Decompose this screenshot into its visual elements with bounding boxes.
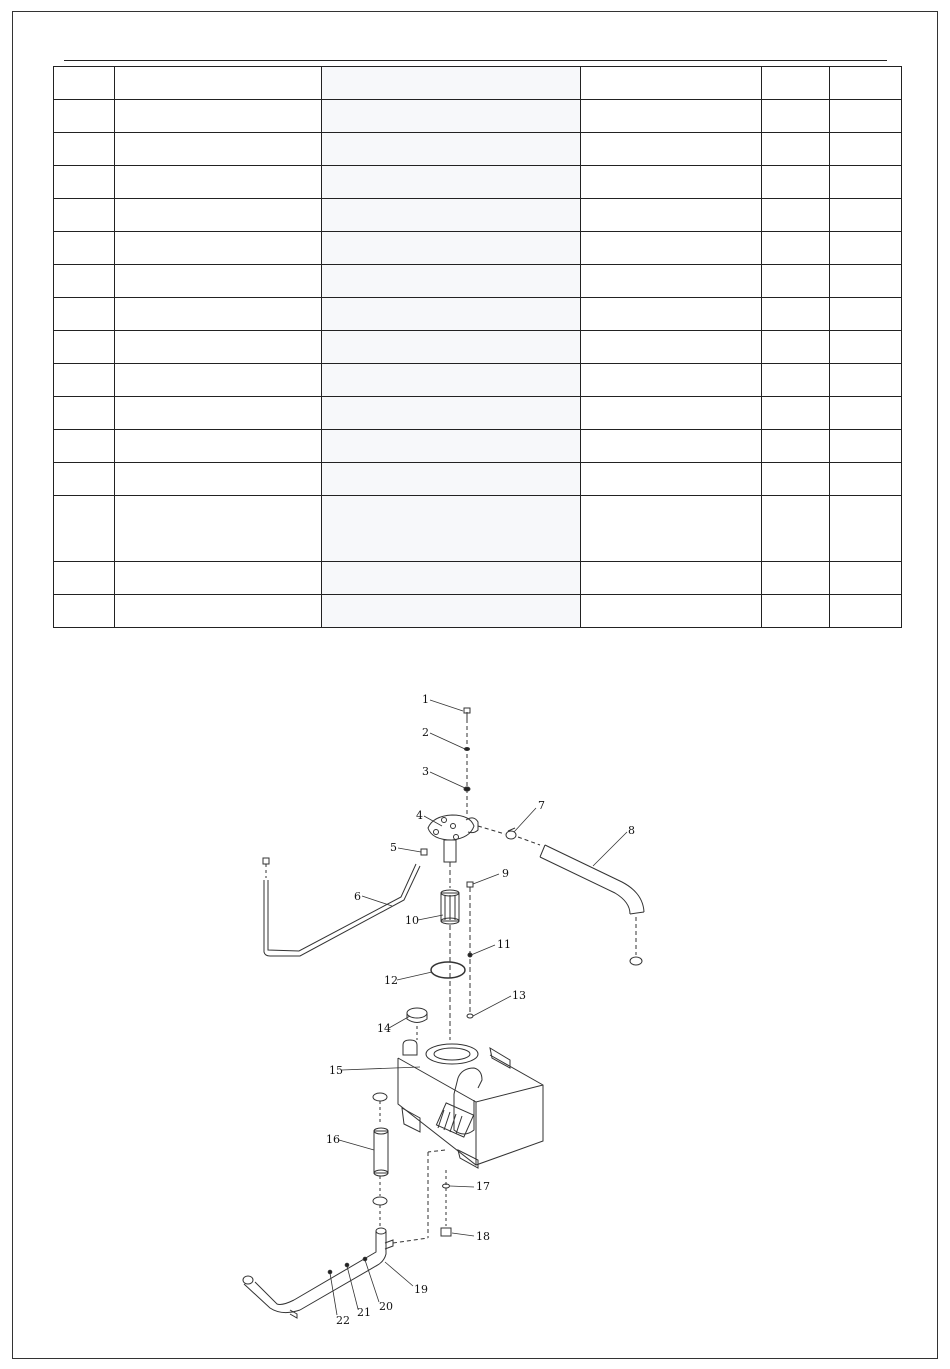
callout-6: 6 [354, 890, 361, 903]
part-bolt-9 [467, 882, 473, 1012]
callout-2: 2 [422, 726, 429, 739]
part-filter-element-10 [441, 862, 459, 1040]
callout-15: 15 [329, 1064, 343, 1077]
callout-1: 1 [422, 693, 429, 706]
part-clamp-7 [506, 828, 516, 839]
part-hose-8 [540, 845, 644, 965]
leader-lines [330, 700, 627, 1315]
part-filter-head-4 [428, 815, 505, 862]
callout-7: 7 [538, 799, 545, 812]
tank-internal-strainer [436, 1103, 473, 1137]
callout-22: 22 [336, 1314, 350, 1327]
part-bolt-1 [464, 708, 470, 719]
part-washer-2 [465, 748, 470, 751]
part-pipe-6 [263, 858, 420, 956]
callout-5: 5 [390, 841, 397, 854]
callout-8: 8 [628, 824, 635, 837]
part-o-ring-12 [431, 962, 465, 978]
part-drain-plug-18 [441, 1228, 451, 1236]
callout-12: 12 [384, 974, 398, 987]
part-cap-14 [407, 1008, 427, 1040]
callout-9: 9 [502, 867, 509, 880]
callout-16: 16 [326, 1133, 340, 1146]
part-fitting-5 [421, 849, 427, 855]
part-hose-16 [373, 1093, 388, 1226]
callout-17: 17 [476, 1180, 490, 1193]
callout-10: 10 [405, 914, 419, 927]
part-tank-15 [398, 1040, 543, 1238]
callout-21: 21 [357, 1306, 371, 1319]
callout-19: 19 [414, 1283, 428, 1296]
callout-3: 3 [422, 765, 429, 778]
callout-4: 4 [416, 809, 423, 822]
callout-11: 11 [497, 938, 511, 951]
callout-18: 18 [476, 1230, 490, 1243]
callout-20: 20 [379, 1300, 393, 1313]
callout-14: 14 [377, 1022, 391, 1035]
part-washer-13 [467, 1014, 473, 1018]
callout-13: 13 [512, 989, 526, 1002]
